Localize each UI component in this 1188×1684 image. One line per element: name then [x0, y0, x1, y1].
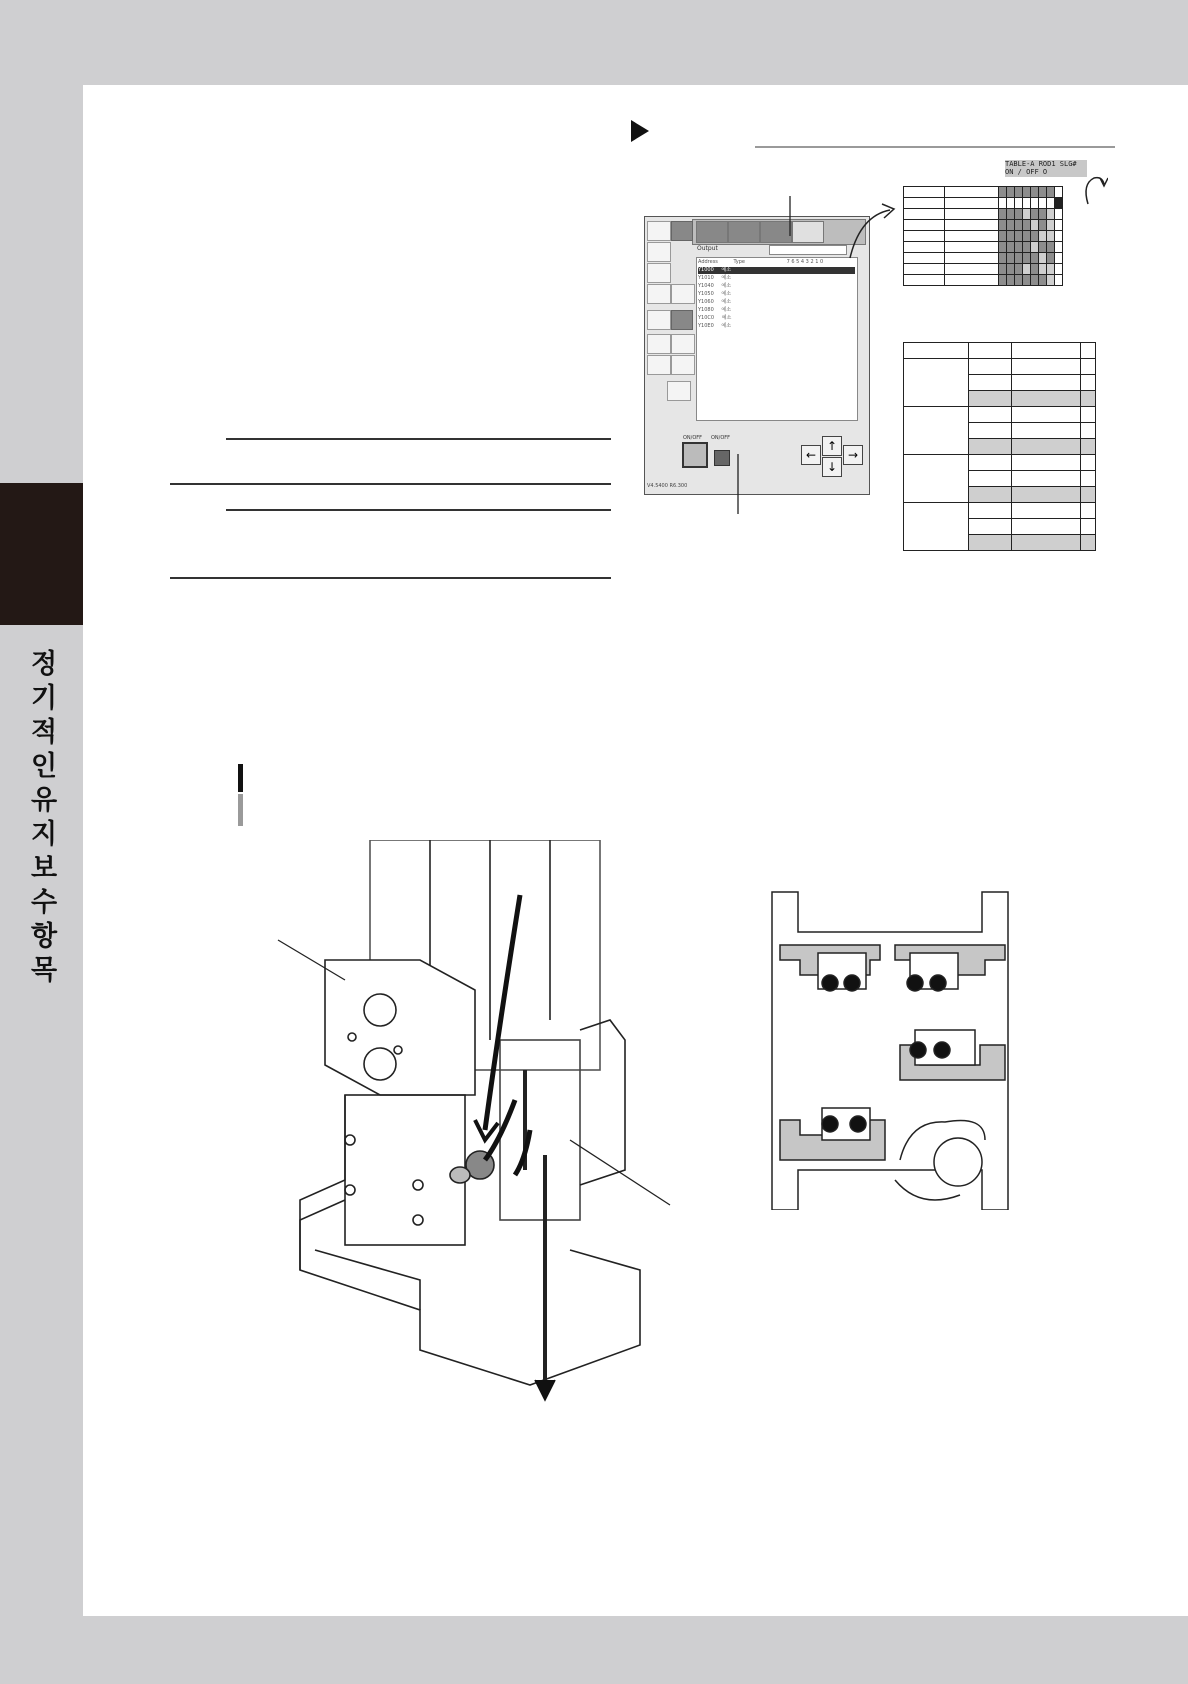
side-button[interactable] — [647, 263, 671, 283]
side-button[interactable] — [647, 310, 671, 330]
list-item[interactable]: Y1010 예소 — [698, 275, 732, 281]
section-underline — [755, 146, 1115, 148]
legend-arrow — [1080, 170, 1108, 210]
chapter-title: 정기적인 유지보수 항목 — [30, 649, 58, 986]
section-bullet-icon — [631, 120, 649, 142]
side-button[interactable] — [647, 284, 671, 304]
seal-cross-section — [770, 890, 1010, 1210]
side-button[interactable] — [671, 334, 695, 354]
version-text: V4.5400 R6.300 — [647, 483, 688, 489]
callout-lines — [730, 196, 910, 516]
toolbar-tab-1[interactable] — [696, 221, 728, 243]
list-item[interactable]: Y10E0 예소 — [698, 323, 732, 329]
output-legend: TABLE-A ROD1 SLG# ON / OFF O — [1005, 160, 1087, 177]
order-table — [903, 342, 1096, 551]
info-button[interactable] — [667, 381, 691, 401]
rule-line — [226, 438, 611, 440]
chapter-tab — [0, 483, 83, 625]
side-button[interactable] — [671, 355, 695, 375]
rule-line — [170, 483, 611, 485]
list-item[interactable]: Y1050 예소 — [698, 291, 732, 297]
section-marker-shade — [238, 794, 243, 826]
rule-line — [170, 577, 611, 579]
section-marker — [238, 764, 243, 792]
onoff-button[interactable] — [682, 442, 708, 468]
onoff-caption-2: ON/OFF — [711, 435, 731, 441]
list-item[interactable]: Y1080 예소 — [698, 307, 732, 313]
onoff-caption: ON/OFF — [683, 435, 703, 441]
status-square — [714, 450, 730, 466]
rule-line — [226, 509, 611, 511]
arrow-left-button[interactable]: ← — [801, 445, 821, 465]
list-item[interactable]: Y10C0 예소 — [698, 315, 732, 321]
arrow-right-button[interactable]: → — [843, 445, 863, 465]
dispenser-head-illustration — [270, 840, 700, 1440]
side-button[interactable] — [671, 284, 695, 304]
side-button[interactable] — [647, 355, 671, 375]
side-button[interactable] — [647, 221, 671, 241]
header-address: Address — [698, 259, 718, 265]
header-type: Type — [733, 259, 745, 265]
output-bit-table — [903, 186, 1063, 286]
side-button[interactable] — [647, 334, 671, 354]
side-button[interactable] — [647, 242, 671, 262]
list-item[interactable]: Y1000 예소 — [698, 267, 855, 274]
arrow-up-button[interactable]: ↑ — [822, 436, 842, 456]
side-button[interactable] — [671, 221, 693, 241]
list-item[interactable]: Y1060 예소 — [698, 299, 732, 305]
output-label: Output — [697, 245, 718, 252]
header-bits: 7 6 5 4 3 2 1 0 — [786, 259, 824, 265]
list-item[interactable]: Y1040 예소 — [698, 283, 732, 289]
side-button[interactable] — [671, 310, 693, 330]
arrow-down-button[interactable]: ↓ — [822, 457, 842, 477]
